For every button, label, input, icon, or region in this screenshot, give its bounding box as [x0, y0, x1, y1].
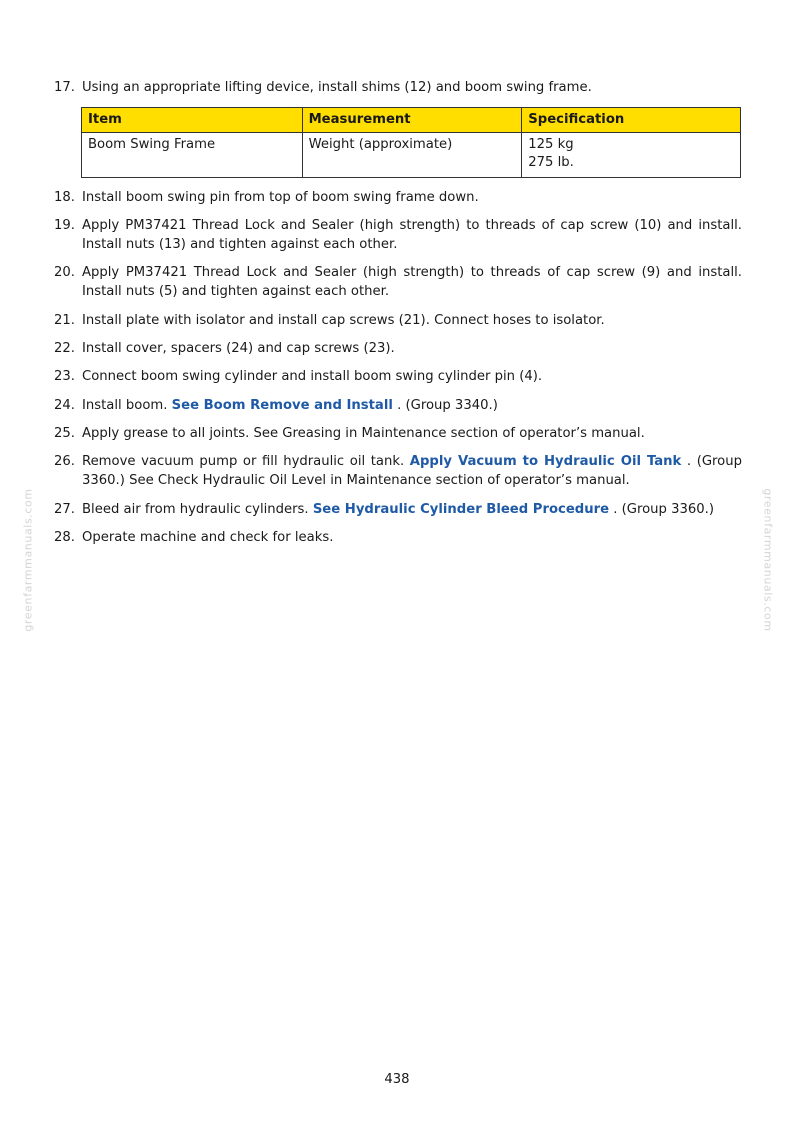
step-19	[54, 216, 742, 254]
step-text-post: . (Group 3360.)	[609, 502, 715, 517]
step-text-post: . (Group 3360.) See Check Hydraulic Oil Level in Maintenance section of operator’s manual.	[82, 454, 742, 488]
step-23	[54, 367, 742, 386]
step-text: Using an appropriate lifting device, install shims (12) and boom swing frame.	[82, 80, 592, 95]
spec-lb: 275 lb.	[528, 155, 574, 170]
step-21	[54, 311, 742, 330]
bleed-procedure-link[interactable]: See Hydraulic Cylinder Bleed Procedure	[312, 502, 610, 517]
cell-measurement: Weight (approximate)	[302, 133, 522, 178]
specification-table	[81, 107, 741, 178]
step-text: Apply grease to all joints. See Greasing in Maintenance section of operator’s manual.	[82, 426, 645, 441]
apply-vacuum-link[interactable]: Apply Vacuum to Hydraulic Oil Tank	[409, 454, 682, 469]
step-number: 25.	[54, 426, 75, 441]
table-row	[82, 133, 741, 178]
step-27	[54, 500, 742, 519]
step-text: Install plate with isolator and install cap screws (21). Connect hoses to isolator.	[82, 313, 605, 328]
step-text-post: . (Group 3340.)	[392, 398, 498, 413]
step-number: 27.	[54, 502, 75, 517]
step-20	[54, 263, 742, 301]
step-text	[82, 396, 742, 415]
step-number: 20.	[54, 265, 75, 280]
header-item: Item	[82, 108, 303, 133]
step-number: 17.	[54, 80, 75, 95]
step-text-pre: Install boom.	[82, 398, 172, 413]
step-number: 19.	[54, 218, 75, 233]
step-25	[54, 424, 742, 443]
table-header-row	[82, 108, 741, 133]
boom-remove-install-link[interactable]: See Boom Remove and Install	[171, 398, 393, 413]
step-text-pre: Bleed air from hydraulic cylinders.	[82, 502, 313, 517]
cell-item: Boom Swing Frame	[82, 133, 303, 178]
step-number: 23.	[54, 369, 75, 384]
watermark-right: greenfarmmanuals.com	[761, 488, 775, 632]
step-text	[82, 452, 742, 490]
step-number: 26.	[54, 454, 75, 469]
step-number: 28.	[54, 530, 75, 545]
step-text: Apply PM37421 Thread Lock and Sealer (high strength) to threads of cap screw (9) and install. Install nuts (5) and tighten against each other.	[82, 265, 742, 299]
step-number: 18.	[54, 190, 75, 205]
step-28	[54, 528, 742, 547]
step-text: Connect boom swing cylinder and install boom swing cylinder pin (4).	[82, 369, 543, 384]
step-24	[54, 396, 742, 415]
step-22	[54, 339, 742, 358]
step-number: 21.	[54, 313, 75, 328]
step-text: Install cover, spacers (24) and cap screws (23).	[82, 341, 395, 356]
step-number: 22.	[54, 341, 75, 356]
step-text-pre: Remove vacuum pump or fill hydraulic oil tank.	[82, 454, 410, 469]
step-18	[54, 188, 742, 207]
spec-kg: 125 kg	[528, 137, 574, 152]
step-text: Install boom swing pin from top of boom swing frame down.	[82, 190, 479, 205]
step-17	[54, 78, 742, 97]
page-number: 438	[384, 1072, 410, 1087]
step-text: Operate machine and check for leaks.	[82, 530, 334, 545]
step-26	[54, 452, 742, 490]
cell-specification	[522, 133, 741, 178]
step-number: 24.	[54, 398, 75, 413]
header-specification: Specification	[522, 108, 741, 133]
step-text: Apply PM37421 Thread Lock and Sealer (high strength) to threads of cap screw (10) and install. Install nuts (13) and tighten against each other.	[82, 218, 742, 252]
header-measurement: Measurement	[302, 108, 522, 133]
watermark-left: greenfarmmanuals.com	[21, 488, 35, 632]
step-text	[82, 500, 742, 519]
